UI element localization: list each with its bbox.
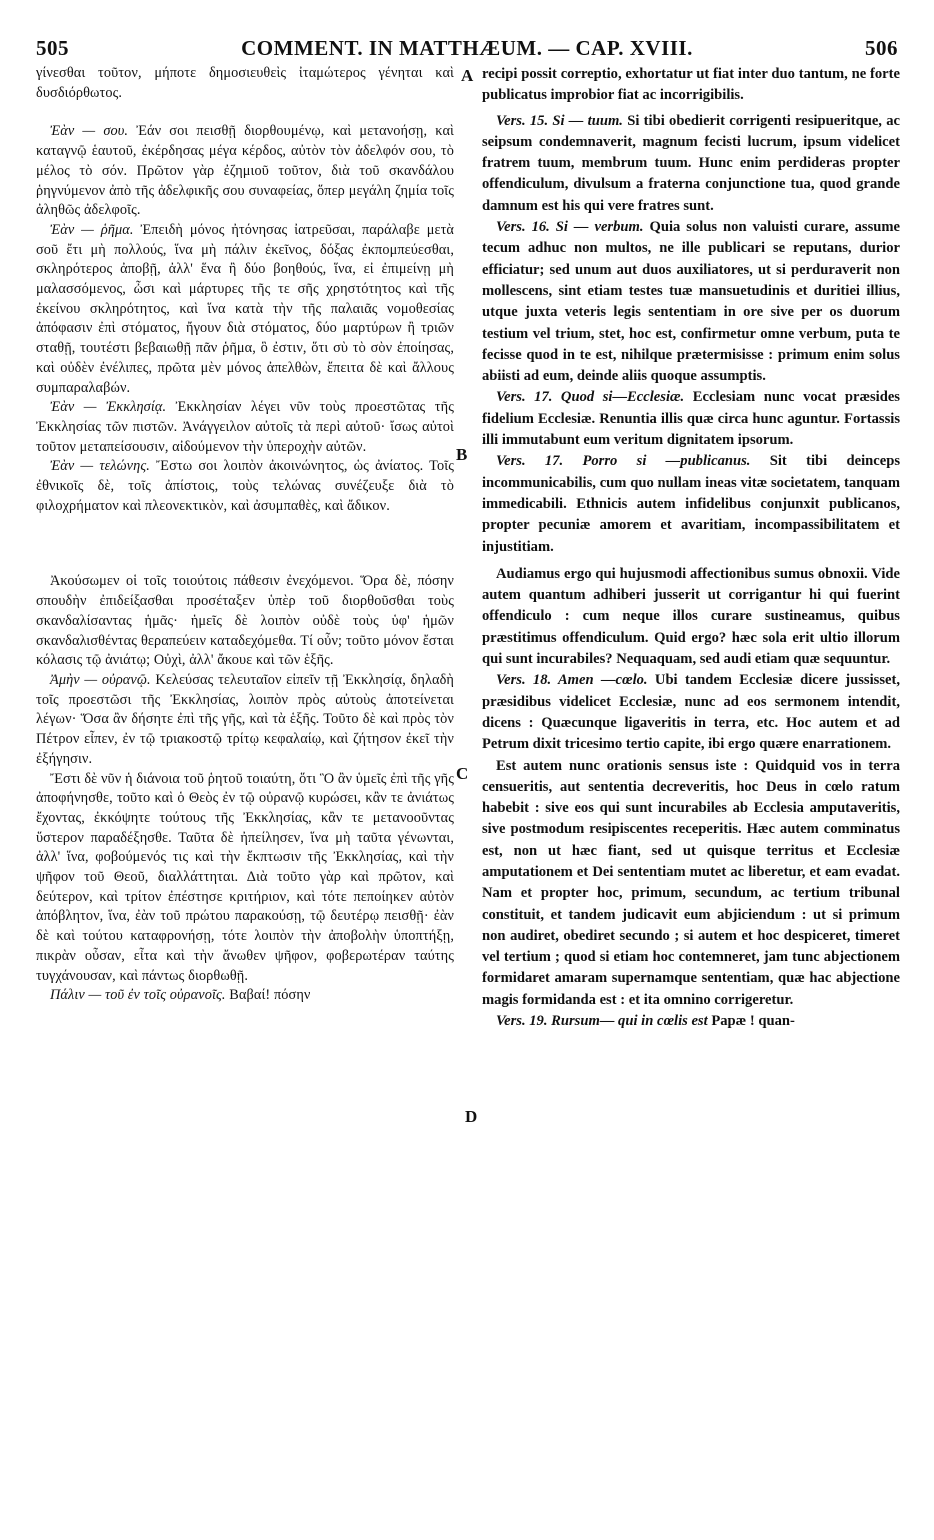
latin-paragraph: Vers. 15. Si — tuum. Si tibi obedierit corrigenti resipueritque, ac seipsum condemnaverit, magnum fecisti lucrum, ipsum videlicet fratrem tuum, membrum tuum. Hunc enim perdideras propter offendiculum, divulsum a fraterna conjunctione tua, quod grande damnum est his qui vere fratres sunt. [482, 112, 900, 214]
latin-paragraph: Audiamus ergo qui hujusmodi affectionibus sumus obnoxii. Vide autem quantum adhiberi jusserit ut corrigantur hi qui fuerint offendiculo : cum neque illos curare sustineamus, quibus præstitimus offendiculum. Quid ergo? hæc sola erit ultio illorum qui sunt incurabiles? Nequaquam, sed audi etiam quæ sequuntur. [482, 565, 900, 668]
greek-paragraph: Ἐὰν — τελώνης. Ἔστω σοι λοιπὸν ἀκοινώνητος, ὡς ἀνίατος. Τοῖς ἐθνικοῖς δὲ, τοῖς ἀπίστοις, τοὺς τελώνας συνέζευξε διὰ τὸ φιλοχρήματον καὶ πλεονεκτικὸν, καὶ ἀσυμπαθὲς, καὶ ἄδικον. [36, 458, 454, 514]
greek-paragraph: Πάλιν — τοῦ ἐν τοῖς οὐρανοῖς. Βαβαί! πόσην [50, 987, 311, 1004]
page-number-right: 506 [865, 36, 898, 60]
latin-column [482, 64, 900, 1032]
greek-paragraph: Ἐὰν — Ἐκκλησίᾳ. Ἐκκλησίαν λέγει νῦν τοὺς προεστῶτας τῆς Ἐκκλησίας τῶν πιστῶν. Ἀνάγγειλον αὐτοῖς τὰ περὶ αὐτοῦ· ἴσως αὐτοὶ τοῦτον μεταπείσουσιν, αἰδούμενον τὴν ὑπεροχὴν αὐτῶν. [36, 399, 454, 455]
lemma: Vers. 16. Si — verbum. [496, 219, 644, 236]
margin-marker-a: A [461, 66, 474, 85]
running-header [36, 36, 898, 64]
page-number-left: 505 [36, 36, 69, 60]
greek-paragraph: γίνεσθαι τοῦτον, μήποτε δημοσιευθεὶς ἰταμώτερος γένηται καὶ δυσδιόρθωτος. [36, 65, 454, 101]
margin-marker-b: B [456, 445, 468, 464]
latin-paragraph: Vers. 18. Amen —cœlo. Ubi tandem Ecclesiæ dicere jussisset, præsidibus videlicet Ecclesiæ, nunc ad eos sermonem intendit, dicens : Quæcunque ligaveritis in terra, etc. Hoc autem et ad Petrum dixit tricesimo tertio capite, ibi ergo quære enarrationem. [482, 672, 900, 753]
greek-paragraph: Ἐὰν — σου. Ἐάν σοι πεισθῇ διορθουμένῳ, καὶ μετανοήσῃ, καὶ καταγνῷ ἑαυτοῦ, ἐκέρδησας μέγα κέρδος, αὐτὸν τὸν ἀδελφόν σου, τὸ μέλος τὸ σόν. Πρῶτον γὰρ ἐζημιοῦ τοῦτον, διὰ τοῦ σκανδάλου ῥηγνύμενον ἀπὸ τῆς ἀδελφικῆς σου συναφείας, ὅπερ μεγάλη ζημία τοῖς ἀληθῶς ἀδελφοῖς. [36, 123, 455, 219]
lemma: Vers. 18. Amen —cœlo. [496, 672, 648, 689]
latin-paragraph: recipi possit correptio, exhortatur ut fiat inter duo tantum, ne forte publicatus improbior fiat ac incorrigibilis. [482, 66, 900, 104]
margin-marker-c: C [456, 764, 469, 783]
greek-column [36, 64, 454, 1006]
lemma: Vers. 19. Rursum— qui in cœlis est [496, 1013, 708, 1030]
lemma: Ἐὰν — Ἐκκλησίᾳ. [50, 399, 167, 416]
lemma: Vers. 17. Porro si —publicanus. [496, 453, 751, 470]
latin-paragraph: Vers. 17. Porro si —publicanus. Sit tibi deinceps incommunicabilis, cum quo nullam ineas vitæ societatem, tanquam immedicabili. Ethnicis autem infidelibus conjunxit publicanos, propter pecuniæ amorem et avaritiam, incompassibilitatem et injustitiam. [482, 453, 900, 555]
running-title: COMMENT. IN MATTHÆUM. — CAP. XVIII. [241, 36, 693, 60]
lemma: Vers. 17. Quod si—Ecclesiæ. [496, 389, 685, 406]
lemma: Vers. 15. Si — tuum. [496, 112, 623, 129]
latin-paragraph: Est autem nunc orationis sensus iste : Quidquid vos in terra censueritis, aut sententia decreveritis, hoc Deus in cœlo ratum habebit : sive eos qui sunt incurabiles ab Ecclesia amputaveritis, sive postmodum resipiscentes receperitis. Hæc autem comminatus est, non ut hæc fiant, sed ut quisque territus et Ecclesiæ amputationem et Dei sententiam mutet ac liberetur, et eam evadat. Nam et propter hoc, primum, secundum, ac tertium tribunal constituit, et tandem judicavit eum abjiciendum : ut si primum non audiret, obediret secundo ; si autem et hoc despiceret, timeret vel tertium ; quod si etiam hoc contemneret, jam tunc abjectionem formidaret amaram supernamque sententiam, quæ hac abjectione magis formidanda est : et ita omnino corrigeretur. [482, 757, 900, 1008]
greek-paragraph: Ἀμὴν — οὐρανῷ. Κελεύσας τελευταῖον εἰπεῖν τῇ Ἐκκλησίᾳ, δηλαδὴ τοῖς προεστῶσι τῆς Ἐκκλησίας, λοιπὸν πρὸς αὐτοὺς ἀποτείνεται λέγων· Ὅσα ἂν δήσητε ἐπὶ τῆς γῆς, καὶ τὰ ἑξῆς. Τοῦτο δὲ καὶ πρὸς τὸν Πέτρον εἶπεν, ἐν τῷ τριακοστῷ τρίτῳ κεφαλαίῳ, καὶ ζήτησον ἐκεῖ τὴν ἐξήγησιν. [36, 671, 455, 767]
latin-paragraph: Vers. 17. Quod si—Ecclesiæ. Ecclesiam nunc vocat præsides fidelium Ecclesiæ. Renuntia illis quæ circa hunc aguntur. Fortassis illi immutabunt eum veritum dignitatem ipsorum. [482, 389, 900, 449]
margin-marker-d: D [465, 1107, 478, 1126]
lemma: Ἐὰν — ῥῆμα. [50, 221, 134, 238]
lemma: Ἀμὴν — οὐρανῷ. [50, 671, 151, 688]
latin-paragraph: Vers. 16. Si — verbum. Quia solus non valuisti curare, assume tecum adhuc non multos, ne ille publicari se reputans, durior efficiatur; sed unum aut duos auxiliatores, ut si perduraverit non mollescens, sint etiam testes tuæ mansuetudinis et duritiei illius, utque juxta veteris legis sententiam in ore sive per os duorum testium vel trium, stet, hoc est, confirmetur omne verbum, puta te fecisse quod in te est, nihilque prætermisisse : primum enim solus abiisti ad eum, deinde aliis quoque assumptis. [482, 219, 901, 385]
lemma: Ἐὰν — τελώνης. [50, 458, 150, 475]
greek-paragraph: Ἔστι δὲ νῦν ἡ διάνοια τοῦ ῥητοῦ τοιαύτη, ὅτι Ὃ ἂν ὑμεῖς ἐπὶ τῆς γῆς ἀποφήνησθε, τοῦτο καὶ ὁ Θεὸς ἐν τῷ οὐρανῷ κυρώσει, κἂν τε ἀνιάτως ἔχοντας, ἐκκόψητε τούτους τῆς Ἐκκλησίας, κἂν τε μετανοοῦντας ὕστερον παραδέξησθε. Ταῦτα δὲ ἠπείλησεν, ἵνα μὴ ταῦτα γένωνται, ἀλλ' ἵνα, φοβούμενός τις καὶ τὴν ἔκπτωσιν τῆς Ἐκκλησίας, καὶ τὴν ψῆφον τοῦ Θεοῦ, διαλλάττηται. Διὰ τοῦτο γὰρ καὶ πρῶτον, καὶ δεύτερον, καὶ τρίτον ἐπέστησε κριτήριον, καὶ τότε πεποίηκεν αὐτὸν ἀπόβλητον, ἵνα, ἐὰν τοῦ πρώτου παρακούσῃ, τῷ δευτέρῳ πεισθῇ· ἐὰν δὲ καὶ τούτου καταφρονήσῃ, τότε λοιπὸν τὴν ἀποβολὴν ὑποπτήξῃ, πικρὰν οὖσαν, εἶτα καὶ τὴν ἄνωθεν ψῆφον, φοβερωτέραν ταύτης τυγχάνουσαν, καὶ πάντως διορθωθῇ. [36, 770, 454, 984]
greek-paragraph: Ἀκούσωμεν οἱ τοῖς τοιούτοις πάθεσιν ἐνεχόμενοι. Ὅρα δὲ, πόσην σπουδὴν ἐπιδείξασθαι προσέταξεν ὑπὲρ τοῦ διορθοῦσθαι τοὺς σκανδαλίσαντας ἡμᾶς· ἡμεῖς δὲ λοιπὸν οὐδὲ τοὺς ὑφ' ἡμῶν σκανδαλισθέντας θεραπεύειν καταδεχόμεθα. Τί οὖν; τοῦτο μόνον ἔσται κόλασις τῷ ἀνιάτῳ; Οὐχὶ, ἀλλ' ἄκουε καὶ τῶν ἑξῆς. [36, 573, 454, 669]
greek-paragraph: Ἐὰν — ῥῆμα. Ἐπειδὴ μόνος ἠτόνησας ἰατρεῦσαι, παράλαβε μετὰ σοῦ ἔτι μὴ πολλούς, ἵνα μὴ πάλιν ἐκεῖνος, δόξας ἐκπομπεύεσθαι, σκληρότερος ἀποβῇ, ἀλλ' ἕνα ἢ δύο βοηθούς, ἵνα, εἰ ἐπιμείνῃ μὴ μαλασσόμενος, ὦσι καὶ μάρτυρες τῆς τε σῆς χρηστότητος καὶ τῆς ἐκείνου σκληρότητος, καὶ ἵνα κατὰ τὴν τῆς παλαιᾶς νομοθεσίας ἀπόφασιν ἐπὶ στόματος, ἤγουν διὰ στόματος, δύο μαρτύρων ἢ τριῶν σταθῇ, τουτέστι βεβαιωθῇ πᾶν ῥῆμα, ὃ ἐστιν, ὅτι σὺ τὸ σὸν ἐποίησας, καὶ οὐδὲν ἐνέλιπες, πρῶτα μὲν μόνος ἀπελθὼν, ἔπειτα δὲ καὶ ἄλλους συμπαραλαβών. [36, 221, 455, 396]
latin-paragraph: Vers. 19. Rursum— qui in cœlis est Papæ ! quan- [496, 1013, 795, 1030]
lemma: Ἐὰν — σου. [50, 123, 129, 140]
lemma: Πάλιν — τοῦ ἐν τοῖς οὐρανοῖς. [50, 987, 226, 1004]
